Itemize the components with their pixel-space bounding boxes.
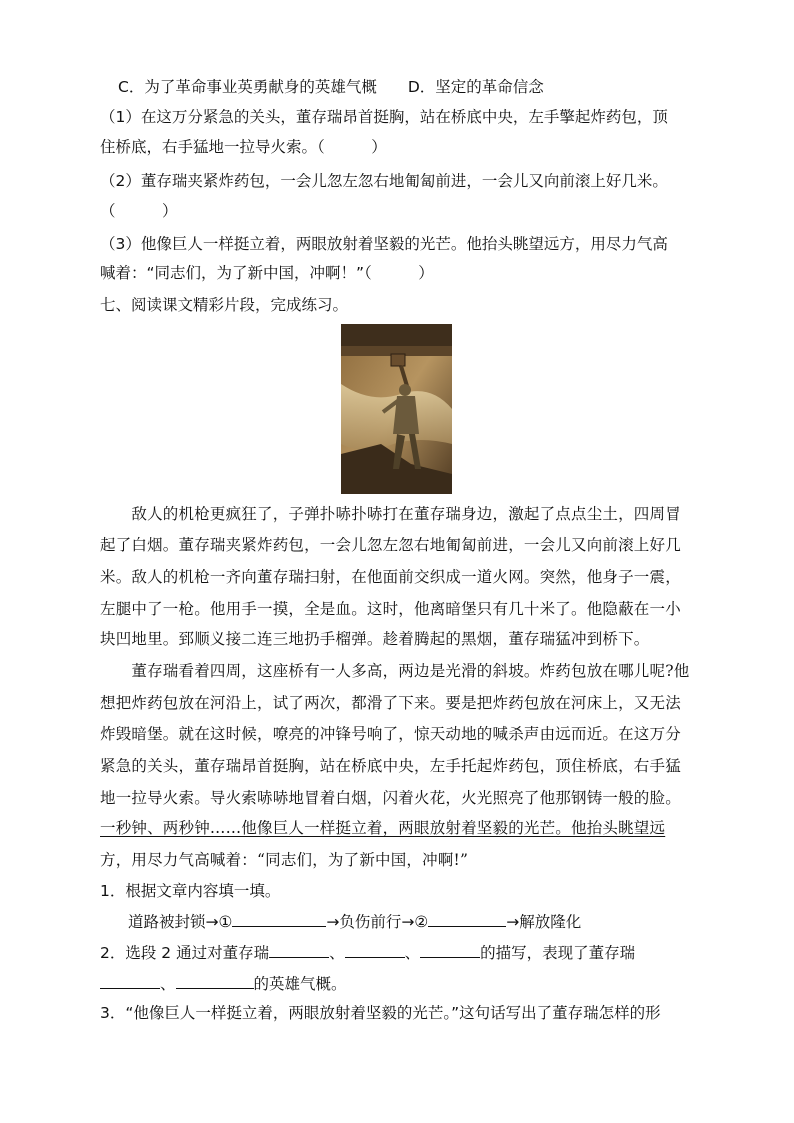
question-line: （2）董存瑞夹紧炸药包，一会儿忽左忽右地匍匐前进，一会儿又向前滚上好几米。: [100, 172, 668, 190]
question-3: 3．“他像巨人一样挺立着，两眼放射着坚毅的光芒。”这句话写出了董存瑞怎样的形: [100, 1004, 661, 1022]
passage-line: 紧急的关头，董存瑞昂首挺胸，站在桥底中央，左手托起炸药包，顶住桥底，右手猛: [100, 757, 681, 775]
chain-part-3: →解放隆化: [506, 913, 582, 931]
answer-blank-2[interactable]: [428, 910, 506, 927]
question-1-chain: [128, 910, 581, 933]
underlined-passage-line: 一秒钟、两秒钟……他像巨人一样挺立着，两眼放射着坚毅的光芒。他抬头眺望远: [100, 819, 666, 837]
question-1-title: 1．根据文章内容填一填。: [100, 882, 281, 900]
passage-line: 方，用尽力气高喊着：“同志们，为了新中国，冲啊!”: [100, 851, 469, 869]
answer-bracket: （ ）: [100, 202, 178, 220]
answer-blank-5[interactable]: [420, 941, 480, 958]
question-line: 住桥底，右手猛地一拉导火索。（ ）: [100, 138, 387, 156]
q2-sep-1: 、: [329, 944, 345, 962]
passage-line: 左腿中了一枪。他用手一摸，全是血。这时，他离暗堡只有几十米了。他隐蔽在一小: [100, 600, 681, 618]
dong-cunrui-illustration: [341, 324, 452, 494]
q2-text-a: 2．选段 2 通过对董存瑞: [100, 944, 270, 962]
question-2-line-2: [100, 972, 347, 995]
passage-line: 炸毁暗堡。就在这时候，嘹亮的冲锋号响了，惊天动地的喊杀声由远而近。在这万分: [100, 725, 681, 743]
section-heading: 七、阅读课文精彩片段，完成练习。: [100, 296, 349, 314]
answer-blank-3[interactable]: [269, 941, 329, 958]
q2-text-b: 的描写，表现了董存瑞: [480, 944, 636, 962]
question-line: （1）在这万分紧急的关头，董存瑞昂首挺胸，站在桥底中央，左手擎起炸药包，顶: [100, 108, 668, 126]
passage-line: 米。敌人的机枪一齐向董存瑞扫射，在他面前交织成一道火网。突然，他身子一震，: [100, 568, 681, 586]
q2-sep-3: 、: [160, 975, 176, 993]
answer-blank-6[interactable]: [100, 972, 160, 989]
q2-sep-2: 、: [404, 944, 421, 962]
q2-text-c: 的英雄气概。: [253, 975, 347, 993]
question-line: 喊着：“同志们，为了新中国，冲啊！”（ ）: [100, 264, 434, 282]
chain-part-2: →负伤前行→②: [326, 913, 429, 931]
passage-line: 想把炸药包放在河沿上，试了两次，都滑了下来。要是把炸药包放在河床上，又无法: [100, 694, 681, 712]
passage-line: 块凹地里。郅顺义接二连三地扔手榴弹。趁着腾起的黑烟，董存瑞猛冲到桥下。: [100, 630, 650, 648]
answer-blank-4[interactable]: [345, 941, 405, 958]
question-2-line-1: [100, 941, 635, 964]
passage-line: 起了白烟。董存瑞夹紧炸药包，一会儿忽左忽右地匍匐前进，一会儿又向前滚上好几: [100, 536, 681, 554]
passage-line: 敌人的机枪更疯狂了，子弹扑哧扑哧打在董存瑞身边，激起了点点尘土，四周冒: [100, 505, 681, 523]
question-line: （3）他像巨人一样挺立着，两眼放射着坚毅的光芒。他抬头眺望远方，用尽力气高: [100, 235, 668, 253]
passage-line: 地一拉导火索。导火索哧哧地冒着白烟，闪着火花，火光照亮了他那钢铸一般的脸。: [100, 789, 681, 807]
passage-line: 董存瑞看着四周，这座桥有一人多高，两边是光滑的斜坡。炸药包放在哪儿呢?他: [100, 662, 690, 680]
option-line: C．为了革命事业英勇献身的英雄气概 D．坚定的革命信念: [118, 78, 544, 96]
chain-part-1: 道路被封锁→①: [128, 913, 233, 931]
answer-blank-7[interactable]: [176, 972, 254, 989]
answer-blank-1[interactable]: [232, 910, 326, 927]
